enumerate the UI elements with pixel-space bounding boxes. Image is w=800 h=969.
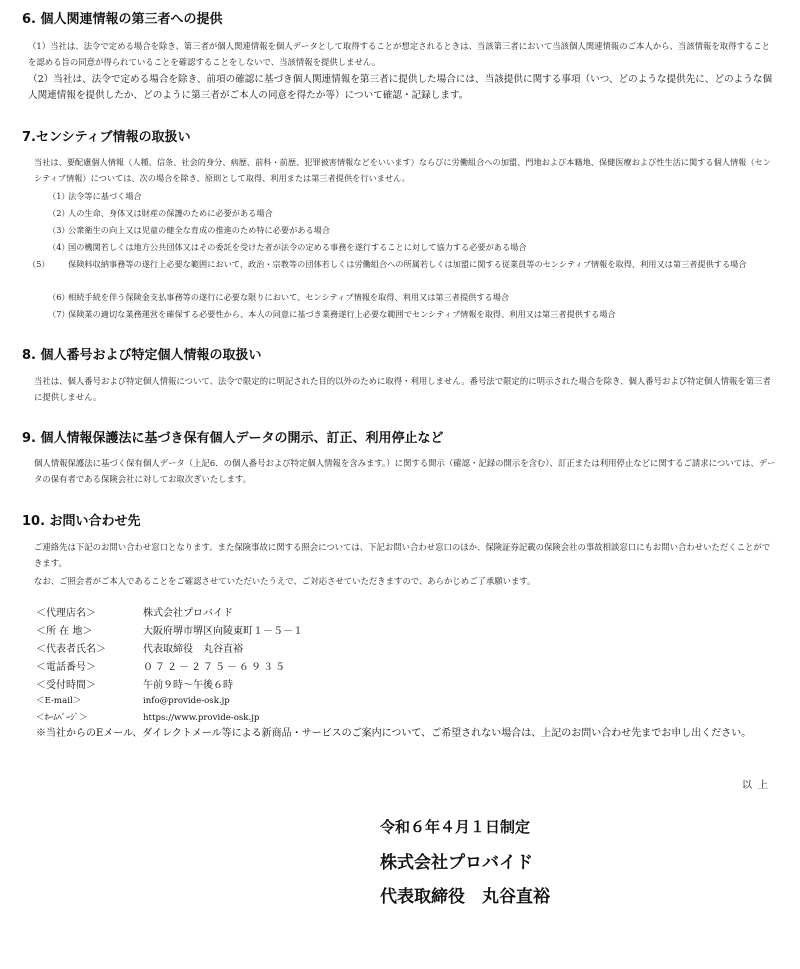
item-number: （5） bbox=[28, 259, 50, 269]
section-10-body-1: ご連絡先は下記のお問い合わせ窓口となります。また保険事故に関する照会については、下記お問い合わせ窓口のほか、保険証券記載の保険会社の事故相談窓口にもお問い合わせいただくことができます。 bbox=[34, 542, 771, 568]
contact-email bbox=[36, 693, 230, 710]
item-text: 保険業の適切な業務運営を確保する必要性から、本人の同意に基づき業務遂行上必要な範囲でセンシティブ情報を取得、利用又は第三者提供する場合 bbox=[68, 309, 616, 319]
section-7-item-1 bbox=[48, 188, 776, 204]
contact-value: ０７２－２７５－６９３５ bbox=[143, 662, 287, 673]
contact-value: 株式会社プロバイド bbox=[143, 608, 233, 619]
contact-homepage-link[interactable]: https://www.provide-osk.jp bbox=[143, 713, 260, 723]
contact-agency-name bbox=[36, 605, 233, 622]
item-text: 法令等に基づく場合 bbox=[68, 191, 142, 201]
section-9-heading: 9. 個人情報保護法に基づき保有個人データの開示、訂正、利用停止など bbox=[22, 431, 444, 446]
contact-label: ＜電話番号＞ bbox=[36, 662, 96, 673]
contact-label: ＜E-mail＞ bbox=[36, 696, 82, 706]
item-text: 人の生命、身体又は財産の保護のために必要がある場合 bbox=[68, 208, 273, 218]
closing-mark: 以上 bbox=[742, 780, 774, 791]
section-10-heading: 10. お問い合わせ先 bbox=[22, 514, 141, 529]
item-number: （3） bbox=[48, 225, 70, 235]
contact-label: ＜受付時間＞ bbox=[36, 680, 96, 691]
section-8-body: 当社は、個人番号および特定個人情報について、法令で限定的に明記された目的以外のために取得・利用しません。番号法で限定的に明示された場合を除き、個人番号および特定個人情報を第三者に提供しません。 bbox=[34, 376, 771, 402]
contact-label: ＜代表者氏名＞ bbox=[36, 644, 106, 655]
contact-phone bbox=[36, 659, 287, 676]
section-7-item-4 bbox=[48, 239, 776, 255]
section-7-item-5 bbox=[28, 256, 776, 272]
contact-address bbox=[36, 623, 303, 640]
section-10-body-2: なお、ご照会者がご本人であることをご確認させていただいたうえで、ご対応させていただきますので、あらかじめご了承願います。 bbox=[34, 576, 536, 586]
contact-email-value[interactable]: info@provide-osk.jp bbox=[143, 696, 230, 706]
section-7-item-7 bbox=[48, 306, 776, 322]
contact-value: 午前９時～午後６時 bbox=[143, 680, 233, 691]
signature-company: 株式会社プロバイド bbox=[380, 853, 533, 873]
contact-value: 大阪府堺市堺区向陵東町１－５－１ bbox=[143, 626, 303, 637]
item-text: 公衆衛生の向上又は児童の健全な育成の推進のため特に必要がある場合 bbox=[68, 225, 331, 235]
item-number: （2） bbox=[48, 208, 70, 218]
section-9-body: 個人情報保護法に基づく保有個人データ（上記6．の個人番号および特定個人情報を含みます。）に関する開示（確認・記録の開示を含む）、訂正または利用停止などに関するご請求については、データの保有者である保険会社に対してお取次ぎいたします。 bbox=[34, 458, 776, 484]
signature-representative: 代表取締役 丸谷直裕 bbox=[380, 887, 550, 907]
item-text: 国の機関若しくは地方公共団体又はその委託を受けた者が法令の定める事務を遂行することに対して協力する必要がある場合 bbox=[68, 242, 527, 252]
section-7-item-2 bbox=[48, 205, 776, 221]
opt-out-note: ※当社からのEメール、ダイレクトメール等による新商品・サービスのご案内について、ご希望されない場合は、上記のお問い合わせ先までお申し出ください。 bbox=[36, 728, 752, 739]
contact-value: 代表取締役 丸谷直裕 bbox=[143, 644, 243, 655]
contact-hours bbox=[36, 677, 233, 694]
item-text: 相続手続を伴う保険金支払事務等の遂行に必要な限りにおいて、センシティブ情報を取得、利用又は第三者提供する場合 bbox=[68, 292, 510, 302]
contact-label: ＜所 在 地＞ bbox=[36, 626, 93, 637]
item-text: 保険料収納事務等の遂行上必要な範囲において、政治・宗教等の団体若しくは労働組合への所属若しくは加盟に関する従業員等のセンシティブ情報を取得、利用又は第三者提供する場合 bbox=[68, 259, 747, 269]
section-7-item-3 bbox=[48, 222, 776, 238]
section-8-heading: 8. 個人番号および特定個人情報の取扱い bbox=[22, 348, 262, 363]
section-7-heading: 7.センシティブ情報の取扱い bbox=[22, 130, 191, 145]
contact-representative bbox=[36, 641, 243, 658]
section-7-intro: 当社は、要配慮個人情報（人種、信条、社会的身分、病歴、前科・前歴、犯罪被害情報などをいいます）ならびに労働組合への加盟、門地および本籍地、保健医療および性生活に関する個人情報（センシティブ情報）については、次の場合を除き、原則として取得、利用または第三者提供を行いません。 bbox=[34, 157, 771, 183]
item-number: （7） bbox=[48, 309, 70, 319]
item-number: （4） bbox=[48, 242, 70, 252]
contact-label: ＜代理店名＞ bbox=[36, 608, 96, 619]
section-6-paragraph-1: （1）当社は、法令で定める場合を除き、第三者が個人関連情報を個人データとして取得することが想定されるときは、当該第三者において当該個人関連情報のご本人から、当該情報を取得することを認める旨の同意が得られていることを確認することをしないで、当該情報を提供しません。 bbox=[28, 41, 770, 67]
item-number: （6） bbox=[48, 292, 70, 302]
contact-label: ＜ﾎｰﾑﾍﾟｰｼﾞ＞ bbox=[36, 713, 88, 723]
enactment-date: 令和６年４月１日制定 bbox=[380, 818, 531, 836]
item-number: （1） bbox=[48, 191, 70, 201]
section-6-heading: 6. 個人関連情報の第三者への提供 bbox=[22, 12, 223, 27]
section-7-item-6 bbox=[48, 289, 776, 305]
section-6-paragraph-2: （2）当社は、法令で定める場合を除き、前項の確認に基づき個人関連情報を第三者に提供した場合には、当該提供に関する事項（いつ、どのような提供先に、どのような個人関連情報を提供したか、どのように第三者がご本人の同意を得たか等）について確認・記録します。 bbox=[28, 74, 773, 101]
